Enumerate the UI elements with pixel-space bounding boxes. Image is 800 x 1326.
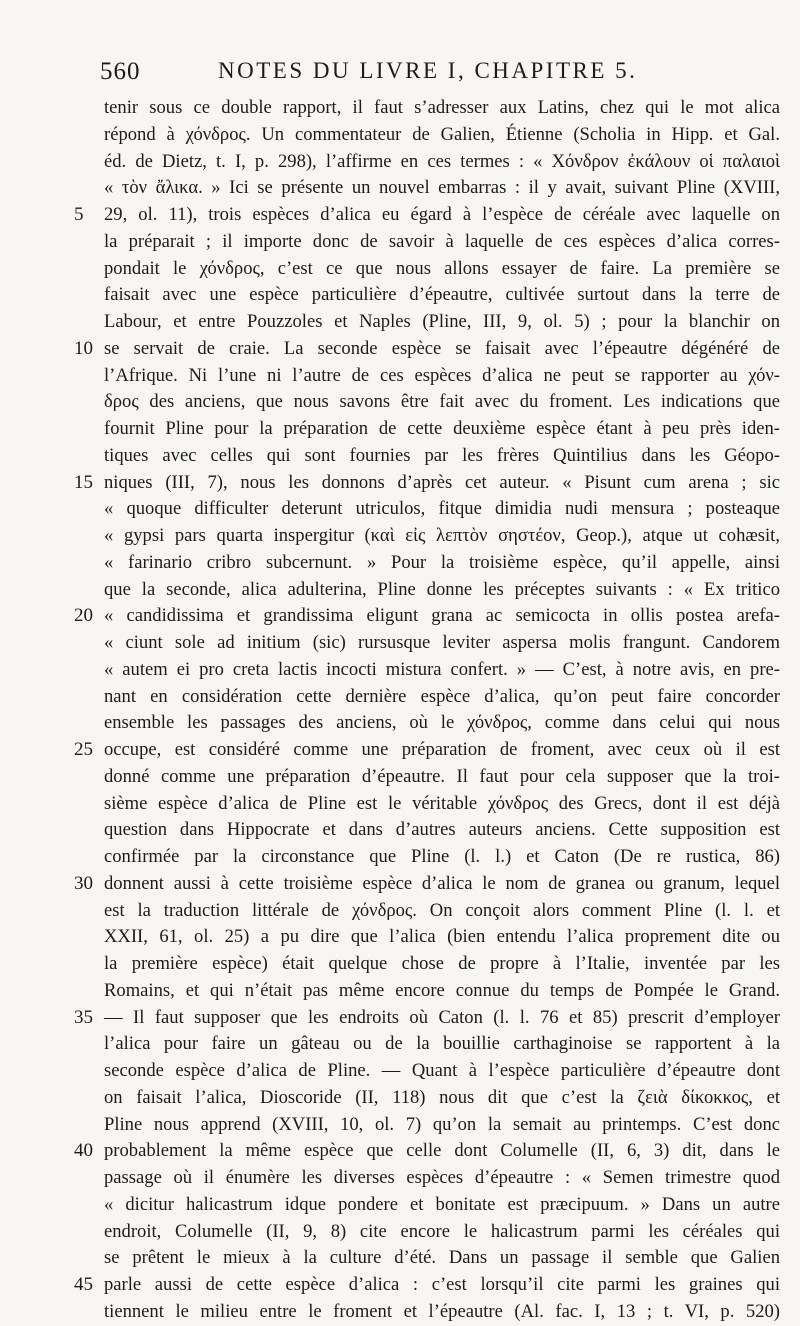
line-number: 35 <box>74 1006 93 1028</box>
text-line <box>74 1138 780 1165</box>
line-text: — Il faut supposer que les endroits où Caton (l. l. 76 et 85) prescrit d’employer <box>104 1006 780 1028</box>
line-text: « gypsi pars quarta inspergitur (καὶ εἰς λεπτὸν σηστέον, Geop.), atque ut cohæsit, <box>104 525 780 546</box>
line-text: « candidissima et grandissima eligunt grana ac semicocta in ollis postea arefa- <box>104 605 780 627</box>
line-text: « autem ei pro creta lactis incocti mistura confert. » — C’est, à notre avis, en pre- <box>104 658 780 680</box>
text-line <box>104 496 780 523</box>
line-text: faisait avec une espèce particulière d’épeautre, cultivée surtout dans la terre de <box>104 284 780 306</box>
text-line <box>104 175 780 202</box>
text-line <box>104 978 780 1005</box>
line-text: fournit Pline pour la préparation de cette deuxième espèce étant à peu près iden- <box>104 418 780 439</box>
line-text: la préparait ; il importe donc de savoir à laquelle de ces espèces d’alica corres- <box>104 230 780 252</box>
text-line <box>104 1085 780 1112</box>
line-text: 29, ol. 11), trois espèces d’alica eu égard à l’espèce de céréale avec laquelle on <box>104 204 780 225</box>
line-text: tenir sous ce double rapport, il faut s’adresser aux Latins, chez qui le mot alica <box>104 97 780 118</box>
line-text: se servait de craie. La seconde espèce se faisait avec l’épeautre dégénéré de <box>104 337 780 359</box>
text-line <box>74 871 780 898</box>
body-text <box>74 95 780 1326</box>
line-text: occupe, est considéré comme une préparation de froment, avec ceux où il est <box>104 739 780 760</box>
line-text: est la traduction littérale de χόνδρος. On conçoit alors comment Pline (l. l. et <box>104 899 780 921</box>
line-text: niques (III, 7), nous les donnons d’après cet auteur. « Pisunt cum arena ; sic <box>104 471 780 493</box>
line-text: XXII, 61, ol. 25) a pu dire que l’alica (bien entendu l’alica proprement dite ou <box>104 926 780 948</box>
text-line <box>104 684 780 711</box>
text-line <box>104 95 780 122</box>
text-line <box>104 817 780 844</box>
text-line <box>104 1219 780 1246</box>
text-line <box>74 336 780 363</box>
line-text: Romains, et qui n’était pas même encore connue du temps de Pompée le Grand. <box>104 979 780 1001</box>
text-line <box>104 924 780 951</box>
line-text: parle aussi de cette espèce d’alica : c’est lorsqu’il cite parmi les graines qui <box>104 1274 780 1295</box>
text-line <box>104 1299 780 1326</box>
text-line <box>104 1058 780 1085</box>
page-header <box>100 58 760 88</box>
text-line <box>104 550 780 577</box>
text-line <box>104 282 780 309</box>
text-line <box>104 523 780 550</box>
line-text: pondait le χόνδρος, c’est ce que nous allons essayer de faire. La première se <box>104 257 780 279</box>
text-line <box>104 577 780 604</box>
line-number: 40 <box>74 1140 93 1162</box>
text-line <box>104 764 780 791</box>
text-line <box>104 898 780 925</box>
line-text: donnent aussi à cette troisième espèce d’alica le nom de granea ou granum, lequel <box>104 872 780 894</box>
line-text: seconde espèce d’alica de Pline. — Quant à l’espèce particulière d’épeautre dont <box>104 1060 780 1081</box>
line-number: 20 <box>74 605 93 627</box>
text-line <box>104 256 780 283</box>
text-line <box>104 791 780 818</box>
line-text: l’alica pour faire un gâteau ou de la bouillie carthaginoise se rapportent à la <box>104 1033 780 1055</box>
line-text: donné comme une préparation d’épeautre. Il faut pour cela supposer que la troi- <box>104 765 780 787</box>
text-line <box>74 603 780 630</box>
text-line <box>104 416 780 443</box>
text-line <box>104 309 780 336</box>
text-line <box>104 844 780 871</box>
text-line <box>104 122 780 149</box>
line-text: « farinario cribro subcernunt. » Pour la troisième espèce, qu’il appelle, ainsi <box>104 551 780 573</box>
line-number: 15 <box>74 471 93 493</box>
text-line <box>104 229 780 256</box>
line-text: se prêtent le mieux à la culture d’été. Dans un passage il semble que Galien <box>104 1247 780 1269</box>
text-line <box>74 1272 780 1299</box>
text-line <box>104 1245 780 1272</box>
line-text: tiques avec celles qui sont fournies par les frères Quintilius dans les Géopo- <box>104 444 780 466</box>
text-line <box>104 657 780 684</box>
text-line <box>104 443 780 470</box>
line-number: 45 <box>74 1274 93 1295</box>
text-line <box>74 737 780 764</box>
text-line <box>74 1005 780 1032</box>
line-text: nant en considération cette dernière espèce d’alica, qu’on peut faire concorder <box>104 685 780 707</box>
text-line <box>104 1192 780 1219</box>
line-text: l’Afrique. Ni l’une ni l’autre de ces espèces d’alica ne peut se rapporter au χόν- <box>104 364 780 386</box>
line-text: éd. de Dietz, t. I, p. 298), l’affirme en ces termes : « Χόνδρον ἐκάλουν οἱ παλαιοὶ <box>104 150 780 172</box>
line-text: Labour, et entre Pouzzoles et Naples (Pline, III, 9, ol. 5) ; pour la blanchir on <box>104 311 780 332</box>
line-text: « quoque difficulter deterunt utriculos, fitque dimidia nudi mensura ; posteaque <box>104 498 780 520</box>
text-line <box>104 951 780 978</box>
text-line <box>104 1165 780 1192</box>
line-text: δρος des anciens, que nous savons être fait avec du froment. Les indications que <box>104 391 780 413</box>
text-line <box>104 363 780 390</box>
line-text: tiennent le milieu entre le froment et l’épeautre (Al. fac. I, 13 ; t. VI, p. 520) <box>104 1300 780 1322</box>
line-text: confirmée par la circonstance que Pline (l. l.) et Caton (De re rustica, 86) <box>104 846 780 867</box>
page-number: 560 <box>100 58 141 85</box>
line-text: Pline nous apprend (XVIII, 10, ol. 7) qu’on la semait au printemps. C’est donc <box>104 1113 780 1135</box>
line-text: répond à χόνδρος. Un commentateur de Galien, Étienne (Scholia in Hipp. et Gal. <box>104 123 780 145</box>
text-line <box>104 149 780 176</box>
text-line <box>74 470 780 497</box>
text-line <box>74 202 780 229</box>
line-text: la première espèce) était quelque chose de propre à l’Italie, inventée par les <box>104 953 780 974</box>
line-number: 30 <box>74 872 93 894</box>
line-number: 25 <box>74 739 93 760</box>
line-text: question dans Hippocrate et dans d’autres auteurs anciens. Cette supposition est <box>104 819 780 841</box>
line-text: on faisait l’alica, Dioscoride (II, 118) nous dit que c’est la ζειὰ δίκοκκος, et <box>104 1086 780 1108</box>
text-line <box>104 1031 780 1058</box>
line-text: passage où il énumère les diverses espèces d’épeautre : « Semen trimestre quod <box>104 1167 780 1188</box>
line-text: que la seconde, alica adulterina, Pline donne les préceptes suivants : « Ex tritico <box>104 578 780 600</box>
text-line <box>104 710 780 737</box>
line-text: endroit, Columelle (II, 9, 8) cite encore le halicastrum parmi les céréales qui <box>104 1220 780 1242</box>
line-text: « ciunt sole ad initium (sic) rursusque leviter aspersa molis frangunt. Candorem <box>104 632 780 653</box>
text-line <box>104 630 780 657</box>
line-text: ensemble les passages des anciens, où le χόνδρος, comme dans celui qui nous <box>104 712 780 734</box>
line-text: probablement la même espèce que celle dont Columelle (II, 6, 3) dit, dans le <box>104 1140 780 1162</box>
text-line <box>104 1112 780 1139</box>
text-line <box>104 389 780 416</box>
line-text: « dicitur halicastrum idque pondere et bonitate est præcipuum. » Dans un autre <box>104 1193 780 1215</box>
line-text: sième espèce d’alica de Pline est le véritable χόνδρος des Grecs, dont il est déjà <box>104 792 780 814</box>
line-number: 10 <box>74 337 93 359</box>
line-number: 5 <box>74 204 84 225</box>
running-title: NOTES DU LIVRE I, CHAPITRE 5. <box>218 58 638 83</box>
line-text: « τὸν ἄλικα. » Ici se présente un nouvel embarras : il y avait, suivant Pline (XVIII, <box>104 177 780 199</box>
